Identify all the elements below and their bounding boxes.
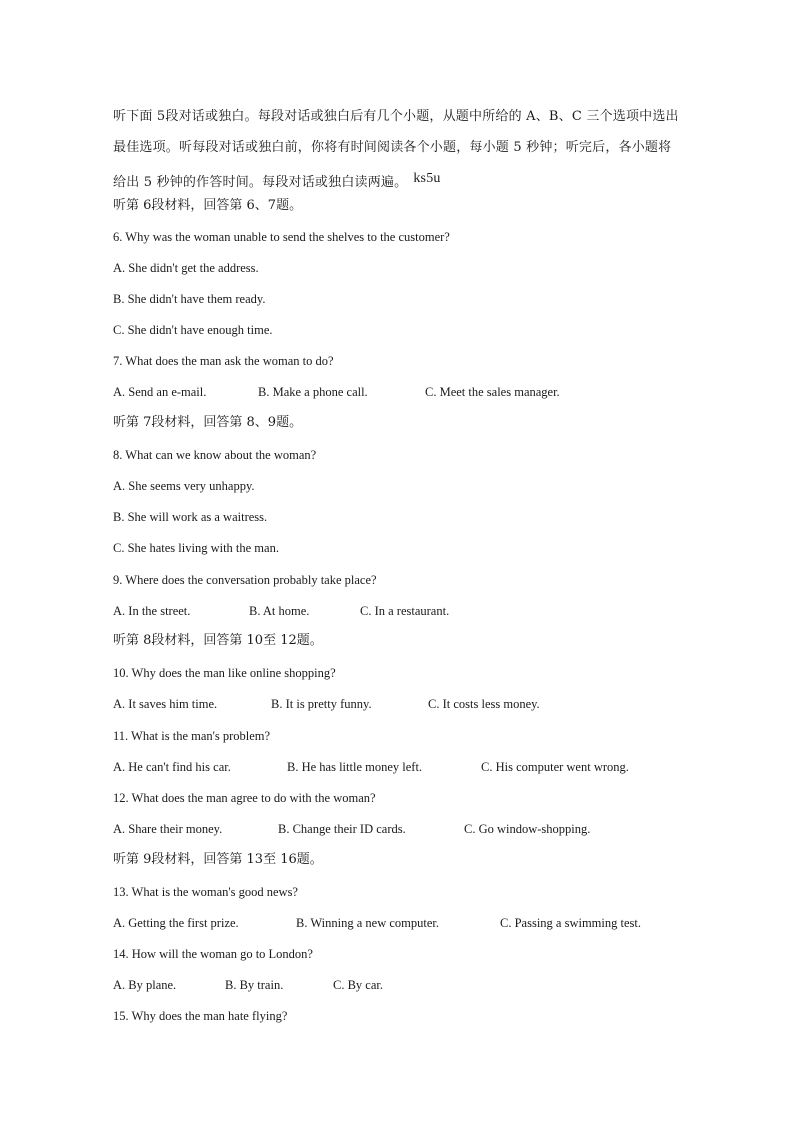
question-9-stem: 9. Where does the conversation probably take place? (113, 573, 377, 587)
question-15-stem: 15. Why does the man hate flying? (113, 1009, 288, 1023)
question-9-option-a: A. In the street. (113, 604, 191, 618)
question-6-option-a: A. She didn't get the address. (113, 261, 259, 275)
question-8-option-b: B. She will work as a waitress. (113, 510, 268, 524)
question-10-option-c: C. It costs less money. (428, 697, 540, 711)
question-7-option-a: A. Send an e-mail. (113, 385, 207, 399)
question-7-option-c: C. Meet the sales manager. (425, 385, 560, 399)
question-9-option-c: C. In a restaurant. (360, 604, 450, 618)
question-13-stem: 13. What is the woman's good news? (113, 885, 298, 899)
watermark-mark: ks5u (413, 171, 441, 186)
question-12-option-c: C. Go window-shopping. (464, 822, 591, 836)
question-7-stem: 7. What does the man ask the woman to do? (113, 354, 334, 368)
question-11-stem: 11. What is the man's problem? (113, 729, 271, 743)
question-13-options (113, 914, 713, 932)
question-14-option-b: B. By train. (225, 978, 284, 992)
question-9-options (113, 602, 713, 620)
question-11-option-b: B. He has little money left. (287, 760, 423, 774)
question-7-option-b: B. Make a phone call. (258, 385, 368, 399)
question-6-option-c: C. She didn't have enough time. (113, 323, 273, 337)
question-12-option-b: B. Change their ID cards. (278, 822, 406, 836)
question-9-option-b: B. At home. (249, 604, 310, 618)
section-heading-6: 听第 6段材料，回答第 6、7题。 (113, 198, 303, 213)
question-11-options (113, 758, 713, 776)
question-13-option-a: A. Getting the first prize. (113, 916, 239, 930)
question-14-options (113, 976, 713, 994)
question-14-option-a: A. By plane. (113, 978, 177, 992)
question-6-option-b: B. She didn't have them ready. (113, 292, 266, 306)
question-13-option-c: C. Passing a swimming test. (500, 916, 641, 930)
section-heading-7: 听第 7段材料，回答第 8、9题。 (113, 415, 303, 430)
question-13-option-b: B. Winning a new computer. (296, 916, 439, 930)
question-6-stem: 6. Why was the woman unable to send the shelves to the customer? (113, 230, 450, 244)
question-10-option-a: A. It saves him time. (113, 697, 218, 711)
question-12-options (113, 820, 713, 838)
question-10-stem: 10. Why does the man like online shopping? (113, 666, 336, 680)
section-heading-8: 听第 8段材料，回答第 10至 12题。 (113, 633, 323, 648)
question-7-options (113, 383, 713, 401)
question-10-options (113, 695, 713, 713)
section-heading-9: 听第 9段材料，回答第 13至 16题。 (113, 852, 323, 867)
question-8-option-c: C. She hates living with the man. (113, 541, 279, 555)
question-14-option-c: C. By car. (333, 978, 383, 992)
question-10-option-b: B. It is pretty funny. (271, 697, 372, 711)
question-11-option-a: A. He can't find his car. (113, 760, 231, 774)
question-8-stem: 8. What can we know about the woman? (113, 448, 317, 462)
question-14-stem: 14. How will the woman go to London? (113, 947, 313, 961)
listening-instructions (113, 101, 683, 198)
instructions-text: 听下面 5段对话或独白。每段对话或独白后有几个小题，从题中所给的 A、B、C 三个选项中选出最佳选项。听每段对话或独白前，你将有时间阅读各个小题，每小题 5 秒钟；听完后，各小题将给出 5 秒钟的作答时间。每段对话或独白读两遍。 (113, 109, 679, 190)
question-11-option-c: C. His computer went wrong. (481, 760, 629, 774)
question-12-option-a: A. Share their money. (113, 822, 223, 836)
question-8-option-a: A. She seems very unhappy. (113, 479, 255, 493)
question-12-stem: 12. What does the man agree to do with the woman? (113, 791, 376, 805)
